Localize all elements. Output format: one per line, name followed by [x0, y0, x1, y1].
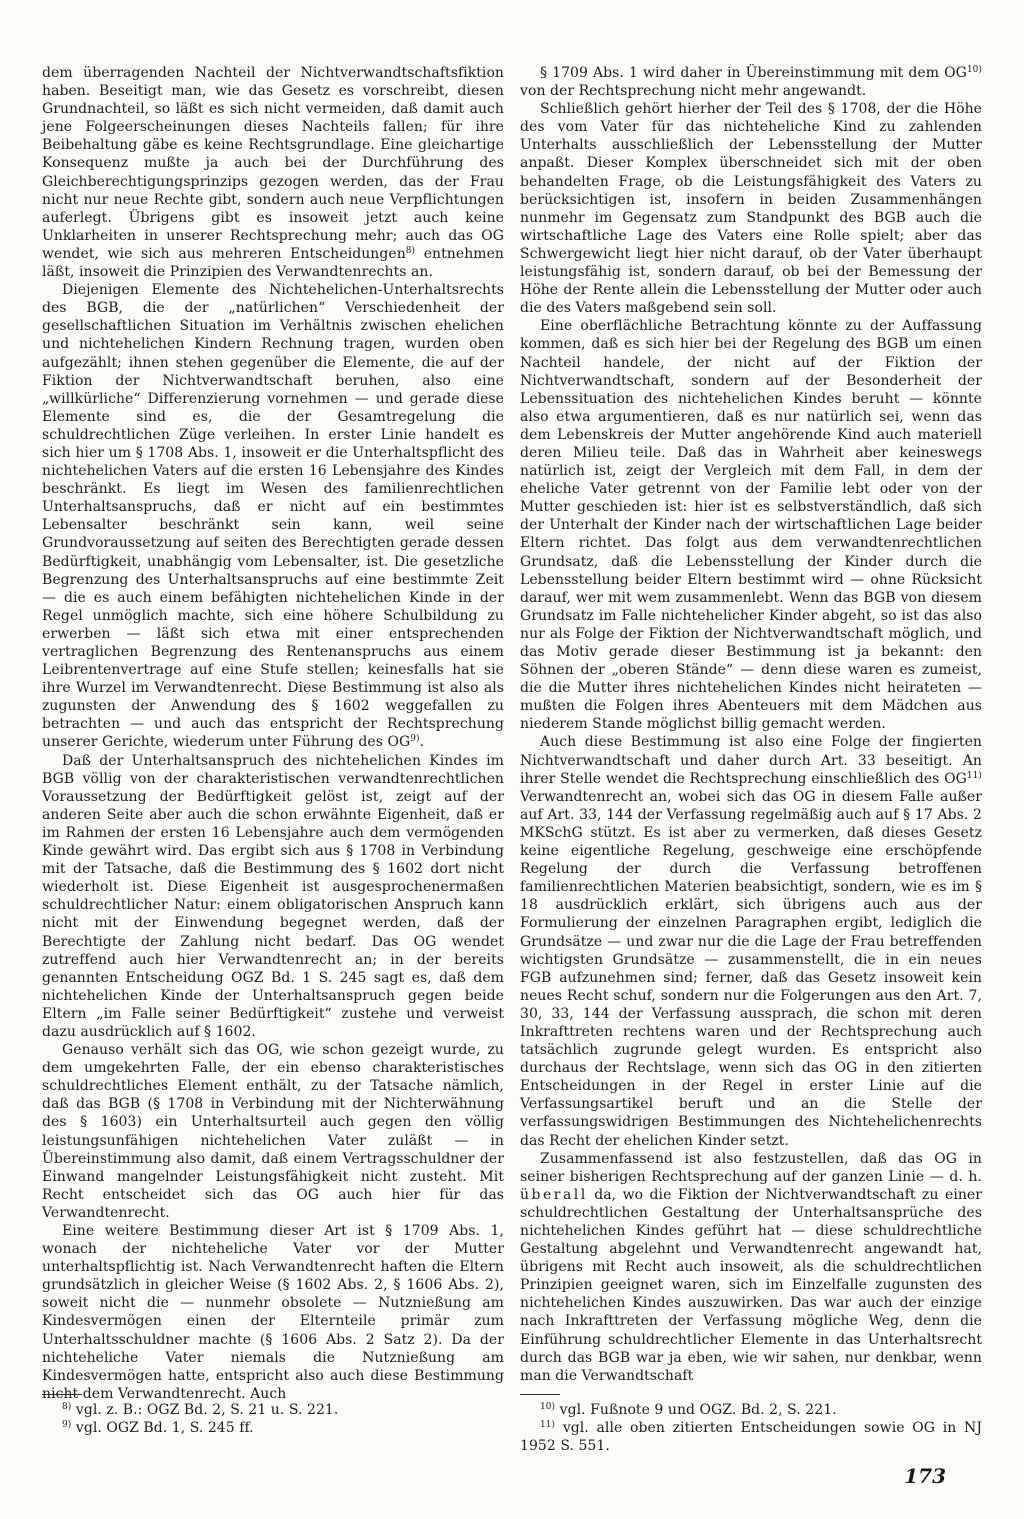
right-paragraph-4 — [520, 733, 982, 1149]
right-paragraph-3: Eine oberflächliche Betrachtung könnte zu der Auffassung kommen, daß es sich hier bei der Regelung des BGB um einen Nachteil handele, der nicht auf der Fiktion der Nichtverwandtschaft, sondern auf der Besonderheit der Lebenssituation des nichtehelichen Kindes beruht — könnte also etwa argumentieren, daß es nur natürlich sei, wenn das dem Lebenskreis der Mutter angehörende Kind auch materiell deren Milieu teile. Daß das in Wahrheit aber keineswegs natürlich ist, zeigt der Vergleich mit dem Fall, in dem der eheliche Vater getrennt von der Familie lebt oder von der Mutter geschieden ist: hier ist es selbstverständlich, daß sich der Unterhalt der Kinder nach der wirtschaftlichen Lage beider Eltern richtet. Das folgt aus dem verwandtenrechtlichen Grundsatz, daß die Lebensstellung der Kinder durch die Lebensstellung beider Eltern bestimmt wird — ohne Rücksicht darauf, wer mit wem zusammenlebt. Wenn das BGB von diesem Grundsatz im Falle nichtehelicher Kinder abgeht, so ist das also nur als Folge der Fiktion der Nichtverwandtschaft möglich, und das Motiv gerade dieser Bestimmung ist ja bekannt: den Söhnen der „oberen Stände“ — denn diese waren es zumeist, die die Mutter ihres nichtehelichen Kindes nicht heirateten — mußten die Folgen ihres Abenteuers mit dem Mädchen aus niederem Stande möglichst billig gemacht werden. — [520, 318, 982, 733]
right-paragraph-5-text: Zusammenfassend ist also festzustellen, daß das OG in seiner bisherigen Rechtsprechung auf der ganzen Linie — d. h. — [520, 1150, 982, 1185]
left-paragraph-1 — [42, 64, 504, 281]
right-paragraph-1 — [520, 64, 982, 100]
right-paragraph-2: Schließlich gehört hierher der Teil des § 1708, der die Höhe des vom Vater für das nichteheliche Kind zu zahlenden Unterhalts ausschließlich der Lebensstellung der Mutter anpaßt. Dieser Komplex überschneidet sich mit der oben behandelten Frage, ob die Leistungsfähigkeit des Vaters zu berücksichtigen ist, insofern in beiden Zusammenhängen nunmehr im Gegensatz zum Standpunkt des BGB auch die wirtschaftliche Lage des Vaters eine Rolle spielt; aber das Schwergewicht liegt hier nicht darauf, ob der Vater überhaupt leistungsfähig ist, sondern darauf, ob bei der Bemessung der Höhe der Rente allein die Lebensstellung der Mutter oder auch die des Vaters maßgebend sein soll. — [520, 101, 982, 317]
right-paragraph-4-text: Auch diese Bestimmung ist also eine Folge der fingierten Nichtverwandtschaft und daher durch Art. 33 beseitigt. An ihrer Stelle wendet die Rechtsprechung einschließlich des OG — [520, 734, 982, 787]
page-number: 173 — [904, 1464, 946, 1488]
left-paragraph-2-end: . — [419, 734, 425, 751]
footnote-mark: 11) — [540, 1420, 556, 1431]
left-paragraph-1-text: dem überragenden Nachteil der Nichtverwandtschaftsfiktion haben. Beseitigt man, wie das Gesetz es vorschreibt, diesen Grundnachteil, so läßt es sich nicht vermeiden, daß damit auch jene Folgeerscheinungen dieses Nachteils fallen; für ihre Beibehaltung gäbe es keine Rechtsgrundlage. Eine gleichartige Konsequenz mußte ja auch bei der Durchführung des Gleichberechtigungsprinzips gezogen werden, das der Frau nicht nur neue Rechte gibt, sondern auch neue Verpflichtungen auferlegt. Übrigens gibt es insoweit jetzt auch keine Unklarheiten in unserer Rechtsprechung mehr; auch das OG wendet, wie sich aus mehreren Entscheidungen — [42, 65, 504, 262]
footnote-8 — [42, 1401, 504, 1419]
spaced-emphasis: überall — [520, 1186, 588, 1203]
left-paragraph-2 — [42, 281, 504, 751]
footnote-11 — [520, 1419, 982, 1455]
right-paragraph-1-end: von der Rechtsprechung nicht mehr angewandt. — [520, 83, 867, 100]
footnote-text: vgl. z. B.: OGZ Bd. 2, S. 21 u. S. 221. — [75, 1402, 339, 1418]
footnote-ref-10: 10) — [966, 65, 982, 75]
footnote-text: vgl. OGZ Bd. 1, S. 245 ff. — [75, 1420, 254, 1437]
footnote-10 — [520, 1401, 982, 1419]
footnote-text: vgl. alle oben zitierten Entscheidungen sowie OG in NJ 1952 S. 551. — [520, 1420, 982, 1455]
footnote-9 — [42, 1419, 504, 1437]
left-paragraph-3: Daß der Unterhaltsanspruch des nichtehelichen Kindes im BGB völlig von der charakteristischen verwandtenrechtlichen Voraussetzung der Bedürftigkeit gelöst ist, zeigt auf der anderen Seite aber auch die schon erwähnte Eigenheit, daß er im Rahmen der ersten 16 Lebensjahre auch dem vermögenden Kinde gewährt wird. Das ergibt sich aus § 1708 in Verbindung mit der Tatsache, daß die Bestimmung des § 1602 dort nicht wiederholt ist. Diese Eigenheit ist ausgesprochenermaßen schuldrechtlicher Natur: einem obligatorischen Anspruch kann nicht mit der Einwendung begegnet werden, daß der Berechtigte der Zahlung nicht bedarf. Das OG wendet zutreffend auch hier Verwandtenrecht an; in der bereits genannten Entscheidung OGZ Bd. 1 S. 245 sagt es, daß dem nichtehelichen Kinde der Unterhaltsanspruch gegen beide Eltern „im Falle seiner Bedürftigkeit“ zustehe und verweist dazu ausdrücklich auf § 1602. — [42, 752, 504, 1040]
left-paragraph-5: Eine weitere Bestimmung dieser Art ist § 1709 Abs. 1, wonach der nichteheliche Vater vor der Mutter unterhaltspflichtig ist. Nach Verwandtenrecht haften die Eltern grundsätzlich in gleicher Weise (§ 1602 Abs. 2, § 1606 Abs. 2), soweit nicht die — nunmehr obsolete — Nutznießung am Kindesvermögen einen der Elternteile primär zum Unterhaltsschuldner machte (§ 1606 Abs. 2 Satz 2). Da der nichteheliche Vater niemals die Nutznießung am Kindesvermögen hatte, entspricht also auch diese Bestimmung nicht dem Verwandtenrecht. Auch — [42, 1223, 504, 1402]
left-column-body — [42, 64, 504, 1402]
footnote-text: vgl. Fußnote 9 und OGZ. Bd. 2, S. 221. — [559, 1402, 837, 1418]
footnote-divider — [520, 1394, 560, 1395]
right-column — [520, 64, 982, 1455]
footnote-mark: 8) — [62, 1402, 72, 1412]
right-paragraph-5 — [520, 1150, 982, 1385]
footnote-mark: 10) — [540, 1402, 556, 1412]
left-column — [42, 64, 504, 1437]
right-paragraph-4-end: Verwandtenrecht an, wobei sich das OG in diesem Falle außer auf Art. 33, 144 der Verfassung regelmäßig auch auf § 17 Abs. 2 MKSchG stützt. Es ist aber zu vermerken, daß dieses Gesetz keine eigentliche Regelung, geschweige eine erschöpfende Regelung der durch die Verfassung betroffenen familienrechtlichen Materien beabsichtigt, sondern, wie es im § 18 ausdrücklich erklärt, sich übrigens auch aus der Formulierung der einzelnen Paragraphen ergibt, lediglich die Grundsätze — und zwar nur die die Lage der Frau betreffenden wichtigsten Grundsätze — zusammenstellt, die in ein neues FGB aufzunehmen sind; ferner, daß das Gesetz insoweit kein neues Recht schuf, sondern nur die Folgerungen aus den Art. 7, 30, 33, 144 der Verfassung aussprach, die schon mit deren Inkrafttreten rechtens waren und der Rechtsprechung auch tatsächlich zugrunde gelegt wurden. Es entspricht also durchaus der Rechtslage, wenn sich das OG in den zitierten Entscheidungen in der Regel in erster Linie auf die Verfassungsartikel beruft und an die Stelle der verfassungswidrigen Bestimmungen des Nichtehelichenrechts das Recht der ehelichen Kinder setzt. — [520, 788, 982, 1149]
left-paragraph-1-end: entnehmen läßt, insoweit die Prinzipien des Verwandtenrechts an. — [42, 245, 504, 281]
right-column-body — [520, 64, 982, 1386]
right-paragraph-1-text: § 1709 Abs. 1 wird daher in Übereinstimmung mit dem OG — [540, 65, 967, 81]
footnote-ref-11: 11) — [966, 770, 982, 781]
right-paragraph-5-end: da, wo die Fiktion der Nichtverwandtschaft zu einer schuldrechtlichen Gestaltung der Unterhaltsansprüche des nichtehelichen Kindes geführt hat — diese schuldrechtliche Gestaltung abgelehnt und Verwandtenrecht angewandt hat, übrigens mit Recht auch insoweit, als die schuldrechtlichen Prinzipien geeignet waren, sich im Einzelfalle zugunsten des nichtehelichen Kindes auszuwirken. Das war auch der einzige nach Inkrafttreten der Verfassung mögliche Weg, denn die Einführung schuldrechtlicher Elemente in das Unterhaltsrecht durch das BGB war ja eben, wie wir sahen, nur denkbar, wenn man die Verwandtschaft — [520, 1186, 982, 1384]
left-paragraph-2-text: Diejenigen Elemente des Nichtehelichen-Unterhaltsrechts des BGB, die der „natürlichen“ Verschiedenheit der gesellschaftlichen Situation im Verhältnis zwischen ehelichen und nichtehelichen Kindern Rechnung tragen, wurden oben aufgezählt; ihnen stehen gegenüber die Elemente, die auf der Fiktion der Nichtverwandtschaft beruhen, also eine „willkürliche“ Differenzierung vornehmen — und gerade diese Elemente sind es, die der Gesamtregelung die schuldrechtlichen Züge verleihen. In erster Linie handelt es sich hier um § 1708 Abs. 1, insoweit er die Unterhaltspflicht des nichtehelichen Vaters auf die ersten 16 Lebensjahre des Kindes beschränkt. Es liegt im Wesen des familienrechtlichen Unterhaltsanspruchs, daß er nicht auf ein bestimmtes Lebensalter beschränkt sein kann, weil seine Grundvoraussetzung auf seiten des Berechtigten gerade dessen Bedürftigkeit, unabhängig vom Lebensalter, ist. Die gesetzliche Begrenzung des Unterhaltsanspruchs auf eine bestimmte Zeit — die es auch einem befähigten nichtehelichen Kinde in der Regel unmöglich machte, sich eine höhere Schulbildung zu erwerben — läßt sich etwa mit einer entsprechenden vertraglichen Begrenzung des Rentenanspruchs aus einem Leibrentenvertrage auf eine Stufe stellen; keinesfalls hat sie ihre Wurzel im Verwandtenrecht. Diese Bestimmung ist also als zugunsten der Anwendung des § 1602 weggefallen zu betrachten — und auch das entspricht der Rechtsprechung unserer Gerichte, wiederum unter Führung des OG — [42, 282, 504, 751]
footnote-ref-8: 8) — [405, 245, 416, 256]
footnote-ref-9: 9) — [410, 734, 420, 745]
left-paragraph-4: Genauso verhält sich das OG, wie schon gezeigt wurde, zu dem umgekehrten Falle, der ein ebenso charakteristisches schuldrechtliches Element enthält, zu der Tatsache nämlich, daß das BGB (§ 1708 in Verbindung mit der Nichterwähnung des § 1603) ein Unterhaltsurteil auch gegen den völlig leistungsunfähigen nichtehelichen Vater zuläßt — in Übereinstimmung also damit, daß einem Vertragsschuldner der Einwand mangelnder Leistungsfähigkeit nicht zusteht. Mit Recht entscheidet sich das OG auch hier für das Verwandtenrecht. — [42, 1042, 504, 1221]
footnote-mark: 9) — [62, 1420, 72, 1431]
